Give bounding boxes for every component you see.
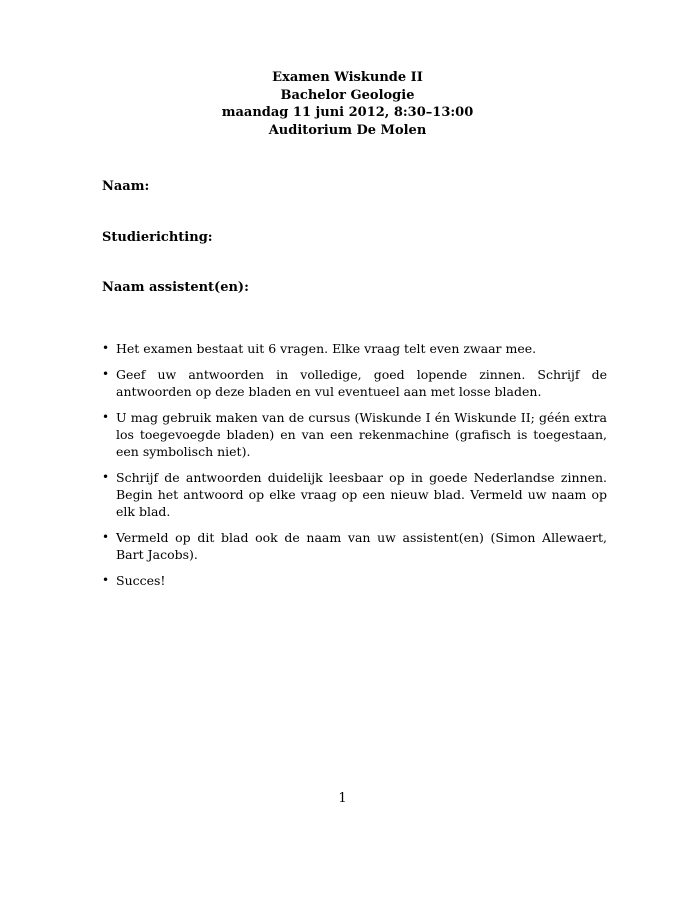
- rule-item: [102, 366, 607, 400]
- assistant-field-label: Naam assistent(en):: [102, 280, 249, 295]
- bullet-icon: •: [102, 409, 110, 424]
- exam-location: Auditorium De Molen: [268, 122, 427, 138]
- exam-program: Bachelor Geologie: [280, 87, 415, 103]
- rule-text: Schrijf de antwoorden duidelijk leesbaar op in goede Nederlandse zinnen. Begin het antwoord op elke vraag op een nieuw blad. Vermeld uw naam op elk blad.: [116, 469, 607, 520]
- exam-rules-list: [102, 340, 607, 597]
- bullet-icon: •: [102, 572, 110, 587]
- bullet-icon: •: [102, 529, 110, 544]
- rule-text: U mag gebruik maken van de cursus (Wiskunde I én Wiskunde II; géén extra los toegevoegde bladen) en van een rekenmachine (grafisch is toegestaan, een symbolisch niet).: [116, 409, 607, 460]
- rule-text: Het examen bestaat uit 6 vragen. Elke vraag telt even zwaar mee.: [116, 341, 537, 356]
- bullet-icon: •: [102, 341, 110, 355]
- rule-item: [102, 409, 607, 461]
- bullet-icon: •: [102, 469, 110, 484]
- exam-header: [0, 69, 695, 139]
- rule-text: Succes!: [116, 572, 166, 588]
- page-number: 1: [338, 791, 347, 806]
- rule-item: [102, 572, 607, 589]
- rule-item: [102, 469, 607, 521]
- rule-item: [102, 529, 607, 563]
- name-field-label: Naam:: [102, 179, 150, 194]
- rule-text: Vermeld op dit blad ook de naam van uw assistent(en) (Simon Allewaert, Bart Jacobs).: [116, 529, 607, 563]
- exam-title: Examen Wiskunde II: [272, 70, 423, 85]
- rule-item: [102, 340, 607, 357]
- exam-date-time: maandag 11 juni 2012, 8:30–13:00: [221, 105, 474, 120]
- rule-text: Geef uw antwoorden in volledige, goed lopende zinnen. Schrijf de antwoorden op deze bladen en vul eventueel aan met losse bladen.: [116, 366, 607, 399]
- bullet-icon: •: [102, 366, 110, 381]
- study-field-label: Studierichting:: [102, 230, 213, 245]
